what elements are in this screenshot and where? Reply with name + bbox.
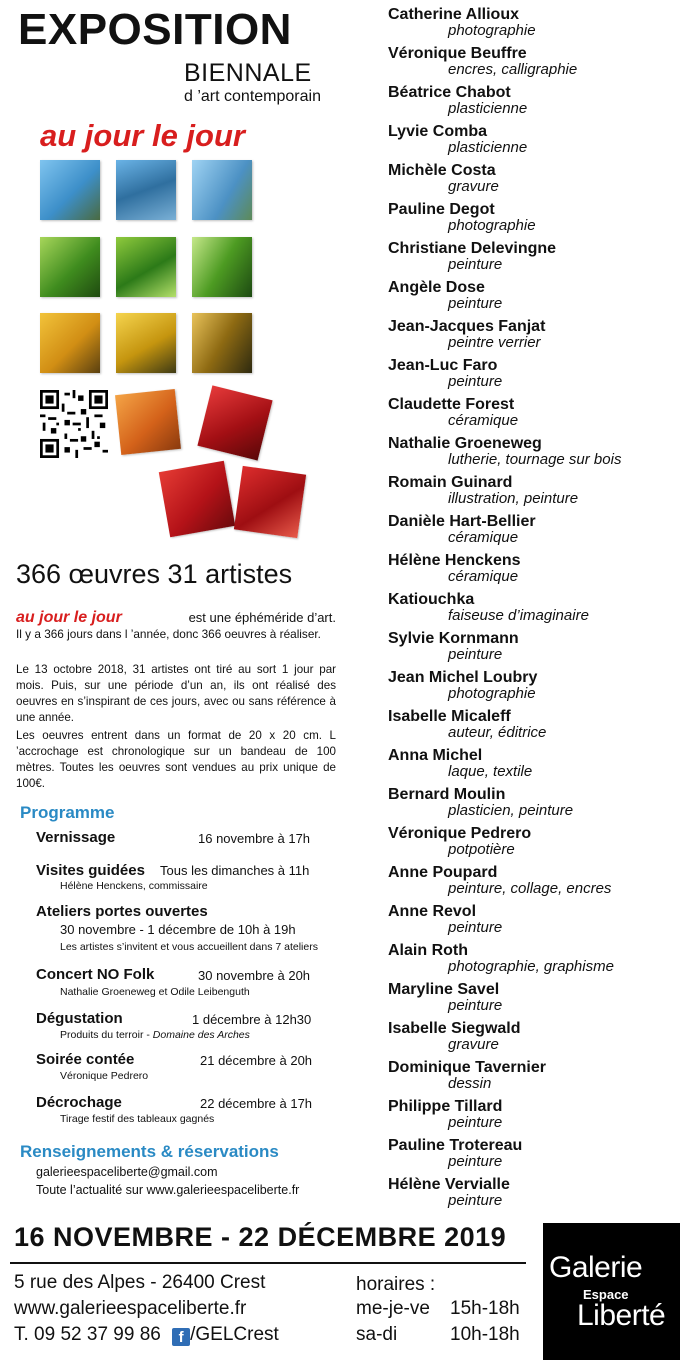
artist-name: Hélène Henckens: [388, 552, 521, 569]
tile-red-3: [234, 466, 306, 538]
hours-label: horaires :: [356, 1274, 436, 1295]
artist-medium: peinture: [448, 1114, 503, 1131]
tile-green-2: [116, 237, 176, 297]
event-detail: Les artistes s’invitent et vous accueillent dans 7 ateliers: [60, 941, 318, 953]
artist-medium: peinture: [448, 373, 503, 390]
tile-yellow-3: [192, 313, 252, 373]
tile-yellow-2: [116, 313, 176, 373]
event-date: 30 novembre à 20h: [198, 968, 311, 983]
artist-medium: plasticienne: [448, 100, 528, 117]
artist-name: Dominique Tavernier: [388, 1059, 546, 1076]
artist-name: Claudette Forest: [388, 396, 515, 413]
tile-red-2: [159, 461, 235, 537]
artist-medium: peinture: [448, 646, 503, 663]
artist-medium: peinture, collage, encres: [448, 880, 612, 897]
tile-green-3: [192, 237, 252, 297]
artist-medium: auteur, éditrice: [448, 724, 547, 741]
intro-paragraph-1: [16, 610, 336, 642]
biennale-label: BIENNALE: [184, 59, 312, 87]
artist-medium: lutherie, tournage sur bois: [448, 451, 622, 468]
event-date: 21 décembre à 20h: [200, 1053, 313, 1068]
artist-medium: peintre verrier: [448, 334, 541, 351]
intro-paragraph-2: Le 13 octobre 2018, 31 artistes ont tiré au sort 1 jour par mois. Puis, sur une période d’un an, ils ont réalisé des oeuvres en s’inspirant de ces jours, avec ou sans référence à une année.: [16, 663, 336, 724]
artist-name: Romain Guinard: [388, 474, 513, 491]
artist-entry: [388, 825, 678, 858]
intro-paragraph-3: Les oeuvres entrent dans un format de 20 x 20 cm. L ’accrochage est chronologique sur un bandeau de 100 mètres. Toutes les oeuvres sont vendues au prix unique de 100€.: [16, 729, 336, 790]
artist-name: Nathalie Groeneweg: [388, 435, 542, 452]
artist-medium: céramique: [448, 529, 519, 546]
tile-orange: [115, 389, 181, 455]
artist-name: Pauline Degot: [388, 201, 495, 218]
artist-entry: [388, 240, 678, 273]
artist-medium: céramique: [448, 412, 519, 429]
facebook-handle[interactable]: /GELCrest: [190, 1324, 279, 1345]
intro-lead-bold: au jour le jour: [16, 609, 122, 626]
tile-blue-1: [40, 160, 100, 220]
artist-medium: photographie: [448, 22, 536, 39]
artist-entry: [388, 1098, 678, 1131]
event-detail-text: Produits du terroir -: [60, 1029, 153, 1041]
tile-green-1: [40, 237, 100, 297]
artist-medium: plasticienne: [448, 139, 528, 156]
artist-name: Bernard Moulin: [388, 786, 506, 803]
artist-entry: [388, 318, 678, 351]
artist-entry: [388, 201, 678, 234]
artist-name: Lyvie Comba: [388, 123, 487, 140]
event-detail: Hélène Henckens, commissaire: [60, 880, 208, 892]
event-date: 30 novembre - 1 décembre de 10h à 19h: [60, 922, 296, 937]
artist-medium: peinture: [448, 256, 503, 273]
artist-name: Anne Poupard: [388, 864, 498, 881]
artist-medium: gravure: [448, 178, 499, 195]
artist-entry: [388, 162, 678, 195]
phone-and-social: [14, 1324, 279, 1346]
artist-medium: gravure: [448, 1036, 499, 1053]
programme-heading: Programme: [20, 803, 115, 822]
event-detail: Tirage festif des tableaux gagnés: [60, 1113, 215, 1125]
artist-entry: [388, 708, 678, 741]
tile-red-1: [197, 385, 272, 460]
event-detail: Nathalie Groeneweg et Odile Leibenguth: [60, 986, 250, 998]
event-name: Soirée contée: [36, 1051, 135, 1068]
website-link[interactable]: www.galerieespaceliberte.fr: [14, 1298, 247, 1319]
artist-name: Alain Roth: [388, 942, 468, 959]
exhibition-dates: 16 NOVEMBRE - 22 DÉCEMBRE 2019: [14, 1222, 507, 1252]
artist-entry: [388, 84, 678, 117]
tile-yellow-1: [40, 313, 100, 373]
art-subtitle: d ’art contemporain: [184, 88, 321, 105]
artist-medium: peinture: [448, 1153, 503, 1170]
tile-blue-3: [192, 160, 252, 220]
artist-name: Isabelle Siegwald: [388, 1020, 521, 1037]
artist-name: Anne Revol: [388, 903, 477, 920]
artist-entry: [388, 1059, 678, 1092]
event-name: Décrochage: [36, 1094, 122, 1111]
hours-time-1: 15h-18h: [450, 1298, 520, 1319]
event-date: 22 décembre à 17h: [200, 1096, 313, 1111]
artist-entry: [388, 1020, 678, 1053]
artist-name: Michèle Costa: [388, 162, 496, 179]
artist-entry: [388, 669, 678, 702]
event-name: Ateliers portes ouvertes: [36, 903, 208, 920]
artist-entry: [388, 630, 678, 663]
artist-entry: [388, 513, 678, 546]
artist-name: Véronique Pedrero: [388, 825, 532, 842]
artist-medium: peinture: [448, 919, 503, 936]
artist-entry: [388, 864, 678, 897]
artist-name: Philippe Tillard: [388, 1098, 503, 1115]
artist-entry: [388, 786, 678, 819]
hours-time-2: 10h-18h: [450, 1324, 520, 1345]
hours-days-2: sa-di: [356, 1324, 398, 1345]
divider: [10, 1262, 526, 1264]
artist-entry: [388, 747, 678, 780]
artist-medium: peinture: [448, 295, 503, 312]
artist-entry: [388, 435, 678, 468]
artist-entry: [388, 6, 678, 39]
artist-name: Jean-Jacques Fanjat: [388, 318, 546, 335]
artist-medium: faiseuse d’imaginaire: [448, 607, 589, 624]
artist-name: Sylvie Kornmann: [388, 630, 519, 647]
artist-name: Hélène Vervialle: [388, 1176, 510, 1193]
artist-name: Véronique Beuffre: [388, 45, 527, 62]
address: 5 rue des Alpes - 26400 Crest: [14, 1272, 266, 1293]
artist-name: Katiouchka: [388, 591, 475, 608]
artist-entry: [388, 942, 678, 975]
artist-name: Béatrice Chabot: [388, 84, 511, 101]
intro-line-2: Il y a 366 jours dans l ’année, donc 366 oeuvres à réaliser.: [16, 627, 321, 641]
artist-name: Danièle Hart-Bellier: [388, 513, 536, 530]
event-name: Concert NO Folk: [36, 966, 155, 983]
artist-entry: [388, 357, 678, 390]
artist-name: Jean Michel Loubry: [388, 669, 538, 686]
artist-name: Christiane Delevingne: [388, 240, 557, 257]
logo-word-liberte: Liberté: [577, 1299, 666, 1332]
artist-medium: plasticien, peinture: [448, 802, 574, 819]
logo-word-espace: Espace: [583, 1287, 629, 1302]
artist-entry: [388, 591, 678, 624]
event-detail: [60, 1029, 250, 1041]
artist-medium: illustration, peinture: [448, 490, 579, 507]
event-detail: Véronique Pedrero: [60, 1070, 149, 1082]
artist-medium: laque, textile: [448, 763, 533, 780]
exhibition-title: EXPOSITION: [18, 5, 292, 54]
artist-entry: [388, 279, 678, 312]
artist-entry: [388, 1176, 678, 1209]
artist-medium: céramique: [448, 568, 519, 585]
works-artists-count: 366 œuvres 31 artistes: [16, 559, 293, 589]
artist-entry: [388, 45, 678, 78]
facebook-icon[interactable]: f: [172, 1328, 190, 1346]
artist-medium: dessin: [448, 1075, 492, 1092]
artist-entry: [388, 552, 678, 585]
artist-name: Anna Michel: [388, 747, 483, 764]
tagline: au jour le jour: [40, 118, 245, 153]
artist-entry: [388, 123, 678, 156]
artist-entry: [388, 474, 678, 507]
logo-word-galerie: Galerie: [549, 1251, 643, 1284]
hours-days-1: me-je-ve: [356, 1298, 430, 1319]
artist-name: Maryline Savel: [388, 981, 500, 998]
artist-name: Pauline Trotereau: [388, 1137, 523, 1154]
event-detail-italic: Domaine des Arches: [152, 1029, 250, 1041]
contact-website-line[interactable]: Toute l’actualité sur www.galerieespaceliberte.fr: [36, 1183, 300, 1197]
artist-name: Isabelle Micaleff: [388, 708, 511, 725]
phone-number[interactable]: T. 09 52 37 99 86: [14, 1324, 161, 1345]
artist-name: Catherine Allioux: [388, 6, 519, 23]
artist-name: Jean-Luc Faro: [388, 357, 498, 374]
artist-medium: peinture: [448, 997, 503, 1014]
artist-entry: [388, 981, 678, 1014]
artist-medium: photographie: [448, 217, 536, 234]
event-name: Visites guidées: [36, 862, 145, 879]
artist-medium: encres, calligraphie: [448, 61, 578, 78]
event-date: 16 novembre à 17h: [198, 831, 311, 846]
gallery-logo: [543, 1223, 680, 1360]
event-date: Tous les dimanches à 11h: [160, 863, 310, 878]
artist-medium: photographie, graphisme: [448, 958, 614, 975]
event-name: Vernissage: [36, 829, 116, 846]
qr-code[interactable]: [40, 390, 108, 458]
artist-entry: [388, 396, 678, 429]
contact-email[interactable]: galerieespaceliberte@gmail.com: [36, 1165, 218, 1179]
intro-lead-rest: est une éphéméride d’art.: [188, 610, 336, 625]
tile-blue-2: [116, 160, 176, 220]
info-heading: Renseignements & réservations: [20, 1142, 279, 1161]
artist-medium: photographie: [448, 685, 536, 702]
artist-name: Angèle Dose: [388, 279, 485, 296]
artist-entry: [388, 903, 678, 936]
event-date: 1 décembre à 12h30: [192, 1012, 312, 1027]
artist-medium: peinture: [448, 1192, 503, 1209]
artist-entry: [388, 1137, 678, 1170]
artist-medium: potpotière: [448, 841, 515, 858]
event-name: Dégustation: [36, 1010, 123, 1027]
